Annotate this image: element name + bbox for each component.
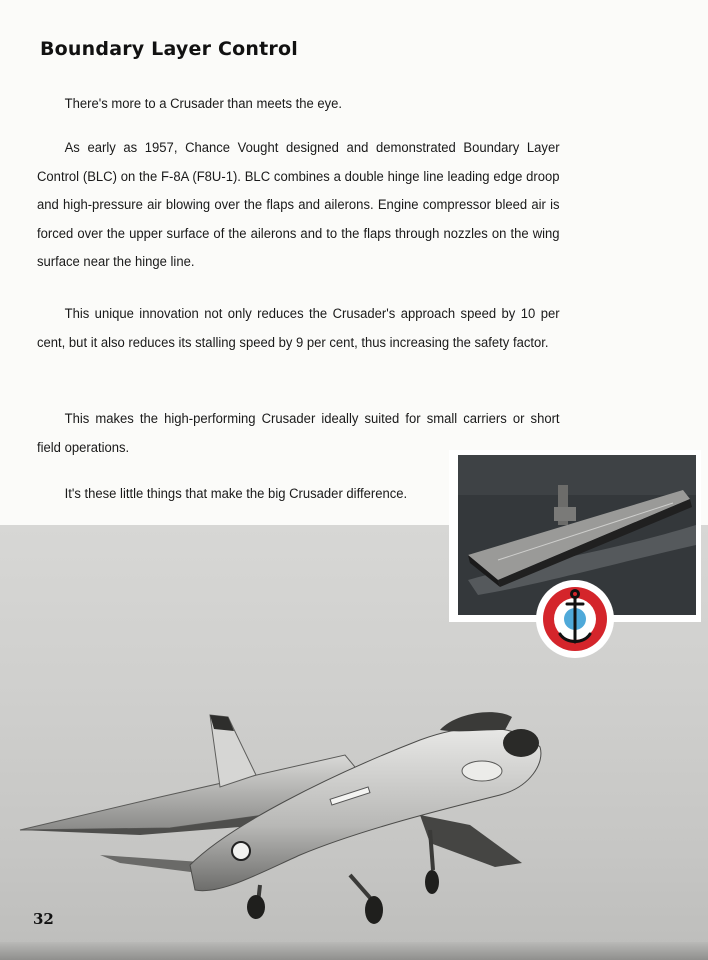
paragraph-3 bbox=[37, 300, 560, 357]
paragraph-5-text: It's these little things that make the big Crusader difference. bbox=[64, 486, 408, 502]
paragraph-2 bbox=[37, 134, 560, 277]
paragraph-3-text: This unique innovation not only reduces the Crusader's approach speed by 10 per cent, but it also reduces its stalling speed by 9 per cent, thus increasing the safety factor. bbox=[37, 306, 560, 351]
ground-strip bbox=[0, 942, 708, 960]
page-title: Boundary Layer Control bbox=[40, 38, 298, 60]
paragraph-1-text: There's more to a Crusader than meets the eye. bbox=[64, 96, 343, 112]
page-number: 32 bbox=[33, 910, 54, 928]
paragraph-4-text: This makes the high-performing Crusader ideally suited for small carriers or short field operations. bbox=[37, 411, 560, 456]
paragraph-2-text: As early as 1957, Chance Vought designed and demonstrated Boundary Layer Control (BLC) on the F-8A (F8U-1). BLC combines a double hinge line leading edge droop and high-pressure air blowing over the flaps and ailerons. Engine compressor bleed air is forced over the upper surface of the ailerons and to the flaps through nozzles on the wing surface near the hinge line. bbox=[37, 140, 560, 270]
anchor-roundel-icon bbox=[536, 580, 614, 658]
paragraph-1 bbox=[37, 90, 560, 119]
